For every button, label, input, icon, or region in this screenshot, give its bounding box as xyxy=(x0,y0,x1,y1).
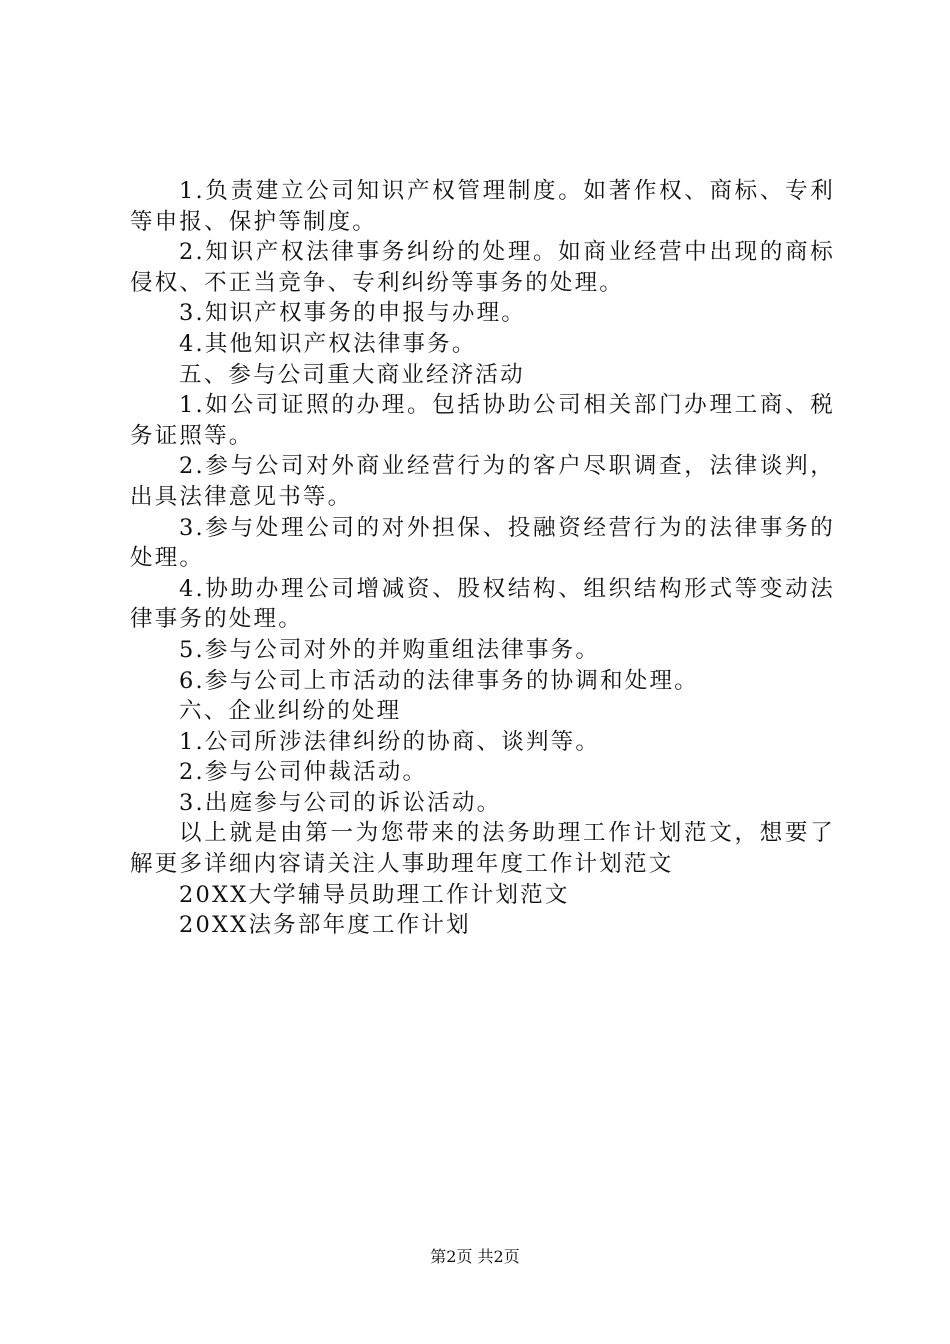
paragraph: 以上就是由第一为您带来的法务助理工作计划范文，想要了解更多详细内容请关注人事助理年度工作计划范文 xyxy=(130,820,835,878)
page-footer: 第2页 共2页 xyxy=(430,1247,520,1266)
paragraph: 2.参与公司对外商业经营行为的客户尽职调查，法律谈判，出具法律意见书等。 xyxy=(130,453,835,510)
section-heading: 六、企业纠纷的处理 xyxy=(179,698,402,725)
paragraph: 1.如公司证照的办理。包括协助公司相关部门办理工商、税务证照等。 xyxy=(130,392,835,449)
paragraph: 3.出庭参与公司的诉讼活动。 xyxy=(179,789,502,816)
paragraph: 3.参与处理公司的对外担保、投融资经营行为的法律事务的处理。 xyxy=(130,514,835,572)
paragraph: 4.协助办理公司增减资、股权结构、组织结构形式等变动法律事务的处理。 xyxy=(130,575,835,633)
related-article-link[interactable]: 20XX法务部年度工作计划 xyxy=(179,912,471,939)
section-heading: 五、参与公司重大商业经济活动 xyxy=(179,361,525,388)
paragraph: 6.参与公司上市活动的法律事务的协调和处理。 xyxy=(179,667,699,694)
paragraph: 1.负责建立公司知识产权管理制度。如著作权、商标、专利等申报、保护等制度。 xyxy=(130,178,835,235)
paragraph: 5.参与公司对外的并购重组法律事务。 xyxy=(179,636,601,663)
document-body xyxy=(130,176,835,941)
paragraph: 1.公司所涉法律纠纷的协商、谈判等。 xyxy=(179,728,601,755)
paragraph: 2.知识产权法律事务纠纷的处理。如商业经营中出现的商标侵权、不正当竞争、专利纠纷等事务的处理。 xyxy=(130,239,835,296)
paragraph: 2.参与公司仲裁活动。 xyxy=(179,759,428,786)
related-article-link[interactable]: 20XX大学辅导员助理工作计划范文 xyxy=(179,881,570,908)
paragraph: 4.其他知识产权法律事务。 xyxy=(179,330,477,357)
paragraph: 3.知识产权事务的申报与办理。 xyxy=(179,300,526,327)
